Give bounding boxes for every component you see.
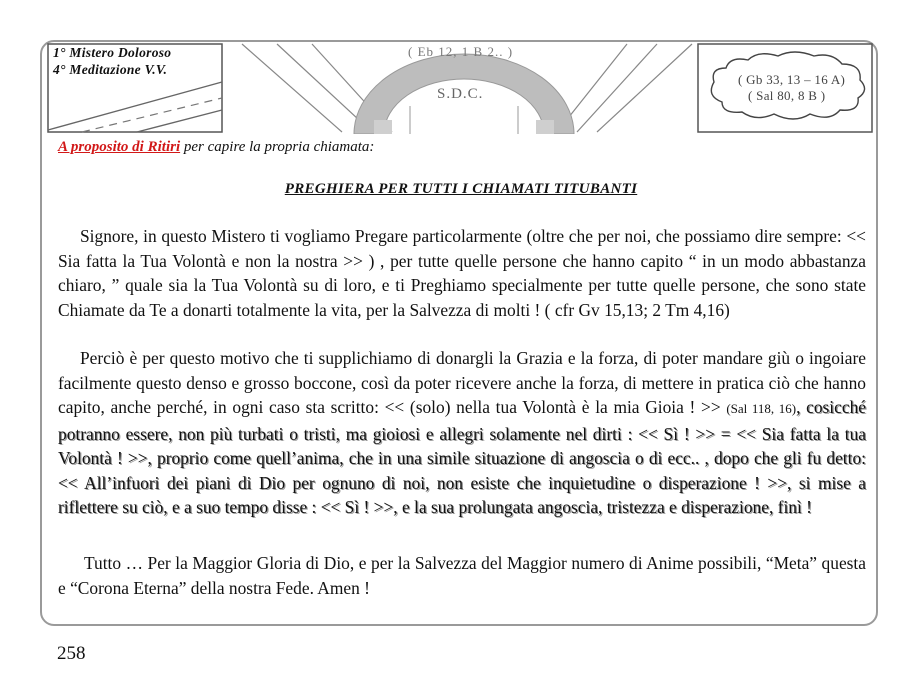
top-scripture-reference: ( Eb 12, 1 B 2.. ) <box>408 44 514 59</box>
page-number: 258 <box>57 643 86 664</box>
paragraph-2-part-a: Perciò è per questo motivo che ti supplichiamo di donargli la Grazia e la forza, di poter mandare giù o ingoiare facilmente questo denso e grosso boccone, così da poter ricevere anche la forza, di mettere in pratica ciò che hanno capito, anche perché, in ogni caso sta scritto: << (solo) nella tua Volontà è la mia Gioia ! >> <box>58 348 866 417</box>
intro-line <box>58 139 374 156</box>
meditation-title: 4° Meditazione V.V. <box>53 62 168 77</box>
intro-text: per capire la propria chiamata: <box>180 139 375 155</box>
prayer-title: PREGHIERA PER TUTTI I CHIAMATI TITUBANTI <box>284 181 638 197</box>
psalm-reference: (Sal 118, 16) <box>726 401 797 416</box>
arch-label: S.D.C. <box>437 86 484 102</box>
retreat-link[interactable]: A proposito di Ritiri <box>58 139 181 155</box>
cloud-reference-2: ( Sal 80, 8 B ) <box>748 88 826 103</box>
paragraph-1: Signore, in questo Mistero ti vogliamo Pregare particolarmente (oltre che per noi, che possiamo dire sempre: << Sia fatta la Tua Volontà e non la nostra >> ) , per tutte quelle persone che hanno capito “ in un modo abbastanza chiaro, ” quale sia la Tua Volontà su di loro, e ti Preghiamo specialmente per tutte quelle persone, che sono state Chiamate da Te a donarti totalmente la vita, per la Salvezza di molti ! ( cfr Gv 15,13; 2 Tm 4,16) <box>58 226 866 320</box>
cloud-reference-1: ( Gb 33, 13 – 16 A) <box>738 72 846 87</box>
mystery-title: 1° Mistero Doloroso <box>53 45 172 60</box>
paragraph-2-part-b: , cosicché potranno essere, non più turbati o tristi, ma gioiosi e allegri solamente nel dirti : << Sì ! >> = << Sia fatta la tua Volontà ! >>, proprio come quell’anima, che in una simile situazione di angoscia o di ecc.. , dopo che gli fu detto: << All’infuori dei piani di Dio per ognuno di noi, non esiste che inquietudine o disperazione ! >>, si mise a riflettere su ciò, e a suo tempo disse : << Sì ! >>, e la sua prolungata angoscia, tristezza e disperazione, finì ! <box>58 397 866 517</box>
paragraph-3: Tutto … Per la Maggior Gloria di Dio, e per la Salvezza del Maggior numero di Anime possibili, “Meta” questa e “Corona Eterna” della nostra Fede. Amen ! <box>58 553 866 598</box>
paragraph-2 <box>58 346 866 520</box>
mystery-label <box>53 44 221 84</box>
